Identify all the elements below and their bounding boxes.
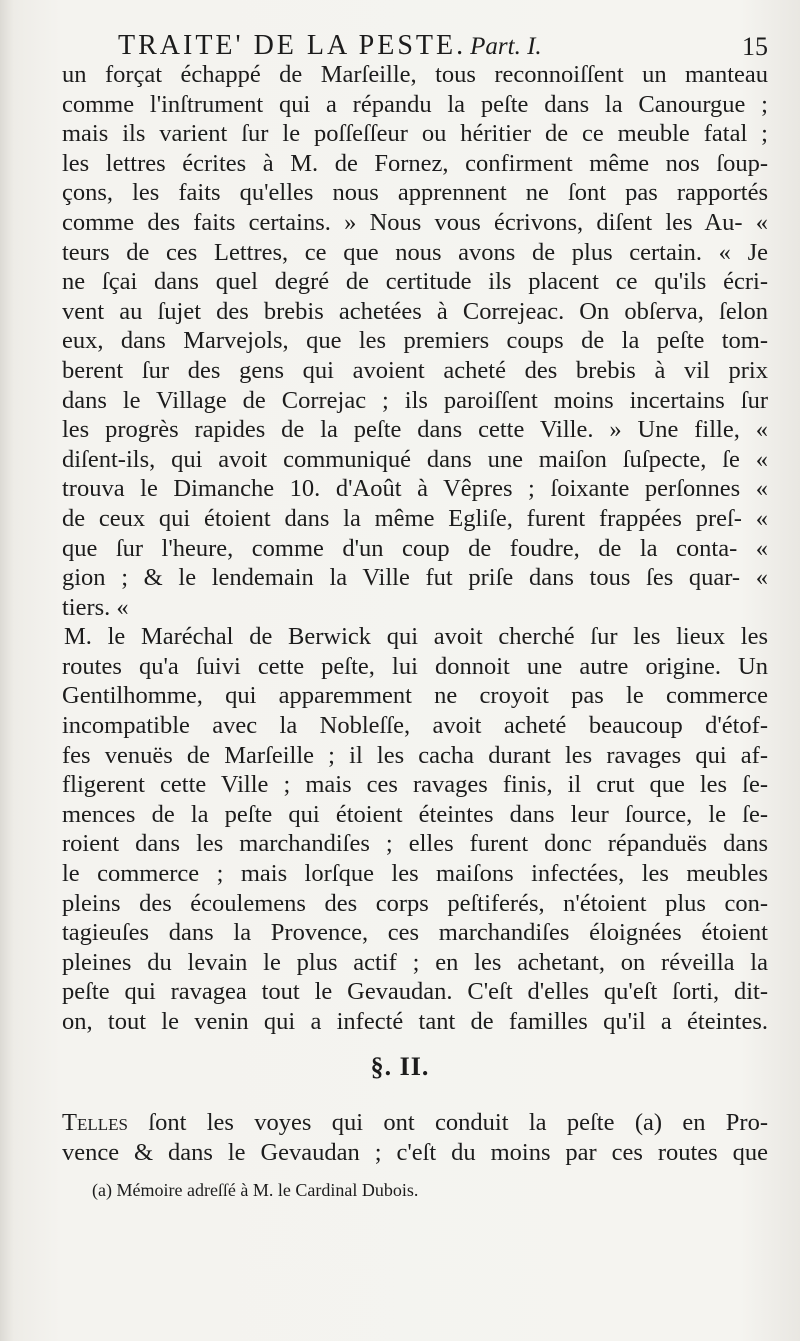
text-line: Gentilhomme, qui apparemment ne croyoit pas le commerce	[62, 682, 768, 710]
text-line: incompatible avec la Nobleſſe, avoit acheté beaucoup d'étof-	[62, 712, 768, 740]
line-rest: ſont les voyes qui ont conduit la peſte (a) en Pro-	[127, 1109, 768, 1136]
part-label: Part. I.	[470, 33, 542, 60]
text-line: M. le Maréchal de Berwick qui avoit cherché ſur les lieux les	[64, 623, 768, 651]
text-line: diſent-ils, qui avoit communiqué dans une maiſon ſuſpecte, ſe «	[62, 445, 768, 473]
text-line: comme l'inſtrument qui a répandu la peſte dans la Canourgue ;	[62, 90, 768, 118]
text-line: çons, les faits qu'elles nous apprennent ne ſont pas rapportés	[62, 179, 768, 207]
text-line: gion ; & le lendemain la Ville fut priſe dans tous ſes quar- «	[62, 564, 768, 592]
text-line: routes qu'a ſuivi cette peſte, lui donnoit une autre origine. Un	[62, 652, 768, 680]
text-line: vent au ſujet des brebis achetées à Correjeac. On obſerva, ſelon	[62, 297, 768, 325]
text-line: pleins des écoulemens des corps peſtiferés, n'étoient plus con-	[62, 889, 768, 917]
page-number: 15	[742, 32, 768, 61]
text-line: eux, dans Marvejols, que les premiers coups de la peſte tom-	[62, 327, 768, 355]
text-line: de ceux qui étoient dans la même Egliſe, furent frappées preſ- «	[62, 504, 768, 532]
text-line	[62, 1108, 768, 1138]
text-line: comme des faits certains. » Nous vous écrivons, diſent les Au- «	[62, 208, 768, 236]
text-line: trouva le Dimanche 10. d'Août à Vêpres ; ſoixante perſonnes «	[62, 475, 768, 503]
text-line: vence & dans le Gevaudan ; c'eſt du moins par ces routes que	[62, 1139, 768, 1166]
text-line: teurs de ces Lettres, ce que nous avons de plus certain. « Je	[62, 238, 768, 266]
text-line: que ſur l'heure, comme d'un coup de foudre, de la conta- «	[62, 534, 768, 562]
second-paragraph	[62, 1108, 768, 1168]
section-heading: §. II.	[370, 1052, 430, 1081]
text-line: le commerce ; mais lorſque les maiſons infectées, les meubles	[62, 860, 768, 888]
text-line: les progrès rapides de la peſte dans cette Ville. » Une fille, «	[62, 416, 768, 444]
lead-word: Telles	[62, 1109, 128, 1136]
text-line: tagieuſes dans la Provence, ces marchandiſes éloignées étoient	[62, 919, 768, 947]
text-line: ne ſçai dans quel degré de certitude ils placent ce qu'ils écri-	[62, 268, 768, 296]
body-text	[62, 60, 768, 1037]
text-line: un forçat échappé de Marſeille, tous reconnoiſſent un manteau	[62, 61, 768, 88]
text-line: peſte qui ravagea tout le Gevaudan. C'eſt d'elles qu'eſt ſorti, dit-	[62, 978, 768, 1006]
text-line: on, tout le venin qui a infecté tant de familles qu'il a éteintes.	[62, 1008, 768, 1035]
text-line: berent ſur des gens qui avoient acheté des brebis à vil prix	[62, 356, 768, 384]
running-title-text: TRAITE' DE LA PESTE.	[118, 30, 467, 61]
running-title	[118, 30, 542, 62]
text-line: dans le Village de Correjac ; ils paroiſſent moins incertains ſur	[62, 386, 768, 414]
text-line: mais ils varient ſur le poſſeſſeur ou héritier de ce meuble fatal ;	[62, 120, 768, 148]
text-line: roient dans les marchandiſes ; elles furent donc répanduës dans	[62, 830, 768, 858]
text-line: fes venuës de Marſeille ; il les cacha durant les ravages qui af-	[62, 741, 768, 769]
footnote: (a) Mémoire adreſſé à M. le Cardinal Dubois.	[92, 1180, 419, 1200]
text-line: les lettres écrites à M. de Fornez, confirment même nos ſoup-	[62, 149, 768, 177]
text-line: tiers. «	[62, 593, 129, 621]
text-line: mences de la peſte qui étoient éteintes dans leur ſource, le ſe-	[62, 800, 768, 828]
text-line: pleines du levain le plus actif ; en les achetant, on réveilla la	[62, 948, 768, 976]
page-header	[118, 30, 770, 64]
text-line: fligerent cette Ville ; mais ces ravages finis, il crut que les ſe-	[62, 771, 768, 799]
